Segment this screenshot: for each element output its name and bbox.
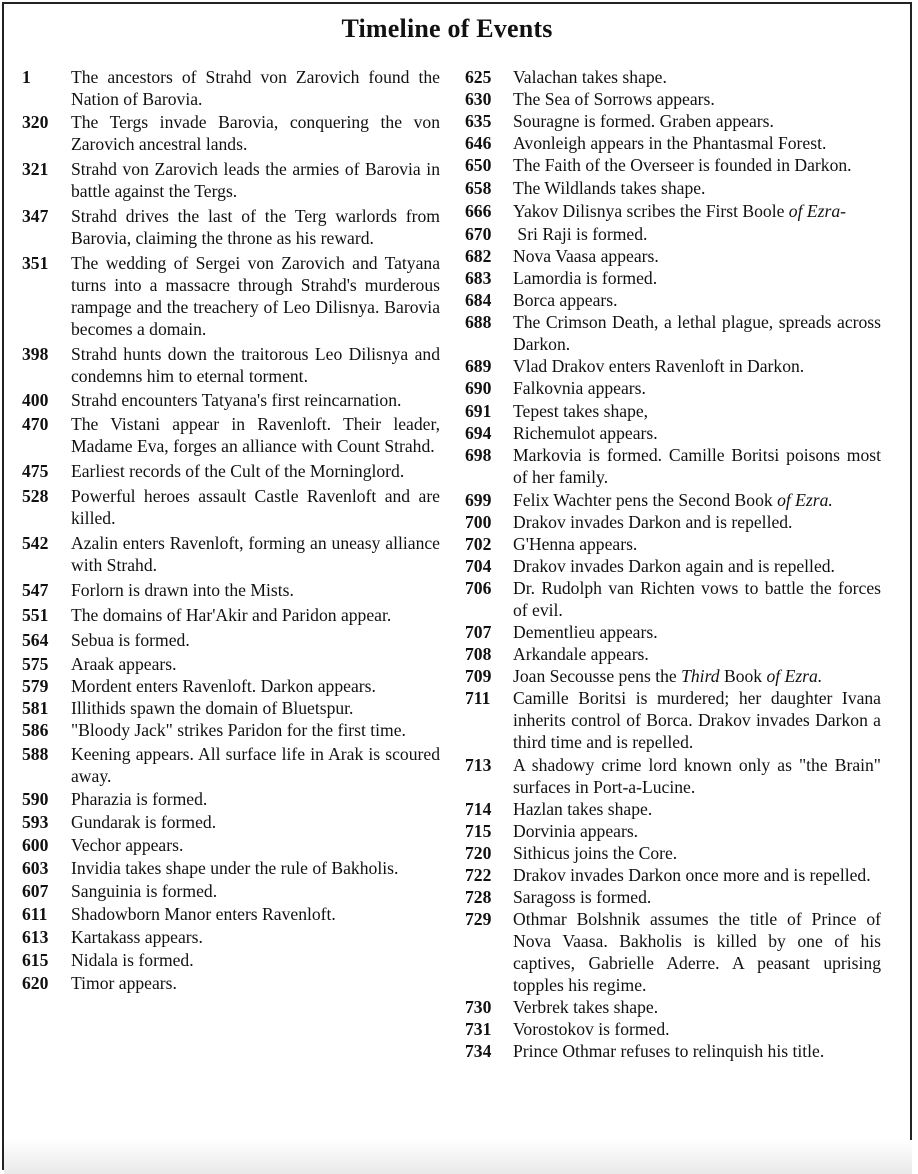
event-text: Othmar Bolshnik assumes the title of Prince of Nova Vaasa. Bakholis is killed by one of his captives, Gabrielle Aderre. A peasant uprising topples his regime. [513,909,881,995]
timeline-entry [465,200,881,222]
event-text: Richemulot appears. [513,423,658,443]
year: 700 [465,512,492,532]
year: 620 [22,973,49,993]
year: 613 [22,927,49,947]
year: 398 [22,344,49,364]
year: 400 [22,390,49,410]
timeline-entry [465,289,881,311]
timeline-entry [465,820,881,842]
year: 547 [22,580,49,600]
timeline-entry [22,343,440,387]
event-text: Saragoss is formed. [513,887,652,907]
event-text: Illithids spawn the domain of Bluetspur. [71,698,354,718]
event-text: The domains of Har'Akir and Paridon appear. [71,605,392,625]
timeline-entry [465,88,881,110]
year: 694 [465,423,492,443]
event-text: Kartakass appears. [71,927,203,947]
event-text: The Faith of the Overseer is founded in Darkon. [513,155,852,175]
year: 1 [22,67,31,87]
timeline-entry [465,577,881,621]
timeline-entry [465,754,881,798]
timeline-entry [465,422,881,444]
year: 722 [465,865,492,885]
timeline-entry [465,110,881,132]
timeline-entry [465,311,881,355]
year: 588 [22,744,49,764]
year: 635 [465,111,492,131]
timeline-entry [465,377,881,399]
timeline-entry [465,555,881,577]
event-text: Tepest takes shape, [513,401,649,421]
year: 615 [22,950,49,970]
year: 714 [465,799,492,819]
event-text: The Vistani appear in Ravenloft. Their leader, Madame Eva, forges an alliance with Count Strahd. [71,414,440,456]
event-text: Araak appears. [71,654,177,674]
year: 590 [22,789,49,809]
year: 707 [465,622,492,642]
timeline-entry [22,834,440,856]
event-text: Avonleigh appears in the Phantasmal Forest. [513,133,827,153]
year: 646 [465,133,492,153]
timeline-entry [22,111,440,155]
year: 600 [22,835,49,855]
timeline-entry [22,880,440,902]
event-text: The ancestors of Strahd von Zarovich found the Nation of Barovia. [71,67,440,109]
event-text: Markovia is formed. Camille Boritsi poisons most of her family. [513,445,881,487]
timeline-entry [465,687,881,753]
timeline-entry [22,719,440,741]
event-text [513,200,881,222]
event-text: Lamordia is formed. [513,268,658,288]
year: 702 [465,534,492,554]
timeline-entry [465,245,881,267]
event-text: Prince Othmar refuses to relinquish his title. [513,1041,825,1061]
year: 688 [465,312,492,332]
event-text-italic: of Ezra. [777,490,833,510]
timeline-entry [465,996,881,1018]
timeline-entry [465,355,881,377]
year: 690 [465,378,492,398]
year: 720 [465,843,492,863]
event-text: Earliest records of the Cult of the Morninglord. [71,461,405,481]
timeline-entry [465,1040,881,1062]
timeline-entry [22,972,440,994]
year: 551 [22,605,49,625]
event-text: Vechor appears. [71,835,184,855]
event-text: Sanguinia is formed. [71,881,218,901]
timeline-entry [22,460,440,482]
year: 475 [22,461,49,481]
event-text: The Crimson Death, a lethal plague, spreads across Darkon. [513,312,881,354]
timeline-entry [465,533,881,555]
year: 320 [22,112,49,132]
year: 670 [465,224,492,244]
event-text: Drakov invades Darkon once more and is repelled. [513,865,871,885]
timeline-entry [465,66,881,88]
timeline-entry [22,697,440,719]
timeline-entry [22,66,440,110]
year: 728 [465,887,492,907]
timeline-entry [22,926,440,948]
year: 683 [465,268,492,288]
timeline-entry [22,675,440,697]
year: 542 [22,533,49,553]
year: 650 [465,155,492,175]
year: 607 [22,881,49,901]
page-title: Timeline of Events [341,14,553,43]
year: 586 [22,720,49,740]
year: 684 [465,290,492,310]
event-text: "Bloody Jack" strikes Paridon for the first time. [71,720,406,740]
event-text-roman: Yakov Dilisnya scribes the First Boole [513,201,789,221]
year: 470 [22,414,49,434]
event-text: Valachan takes shape. [513,67,667,87]
timeline-entry [22,629,440,651]
event-text: Strahd hunts down the traitorous Leo Dilisnya and condemns him to eternal torment. [71,344,440,386]
event-text: Forlorn is drawn into the Mists. [71,580,294,600]
event-text: Strahd encounters Tatyana's first reincarnation. [71,390,402,410]
event-text: Keening appears. All surface life in Arak is scoured away. [71,744,440,786]
timeline-entry [22,485,440,529]
year: 321 [22,159,49,179]
event-text: Powerful heroes assault Castle Ravenloft and are killed. [71,486,440,528]
timeline-entry [22,653,440,675]
event-text: Drakov invades Darkon and is repelled. [513,512,793,532]
timeline-entry [465,1018,881,1040]
event-text: The Sea of Sorrows appears. [513,89,715,109]
event-text-roman: Joan Secousse pens the [513,666,682,686]
timeline-entry [22,604,440,626]
year: 734 [465,1041,492,1061]
timeline-right-column [465,66,881,1062]
year: 347 [22,206,49,226]
year: 713 [465,755,492,775]
timeline-entry [22,857,440,879]
year: 528 [22,486,49,506]
timeline-entry [465,223,881,245]
event-text: Azalin enters Ravenloft, forming an uneasy alliance with Strahd. [71,533,440,575]
year: 593 [22,812,49,832]
event-text: Gundarak is formed. [71,812,217,832]
timeline-entry [465,444,881,488]
event-text: Pharazia is formed. [71,789,208,809]
event-text: Timor appears. [71,973,177,993]
timeline-entry [465,267,881,289]
year: 689 [465,356,492,376]
event-text: Camille Boritsi is murdered; her daughter Ivana inherits control of Borca. Drakov invades Darkon a third time and is repelled. [513,688,881,752]
timeline-entry [465,665,881,687]
event-text: The wedding of Sergei von Zarovich and Tatyana turns into a massacre through Strahd's murderous rampage and the treachery of Leo Dilisnya. Barovia becomes a domain. [71,253,440,339]
event-text: Drakov invades Darkon again and is repelled. [513,556,835,576]
timeline-entry [465,400,881,422]
event-text [513,665,881,687]
year: 630 [465,89,492,109]
event-text: Strahd von Zarovich leads the armies of Barovia in battle against the Tergs. [71,159,440,201]
event-text-italic: Third [681,666,720,686]
event-text-italic-2: of Ezra. [766,666,823,686]
event-text-roman: Felix Wachter pens the Second Book [513,490,778,510]
event-text: Sebua is formed. [71,630,190,650]
year: 611 [22,904,48,924]
year: 709 [465,666,492,686]
timeline-entry [465,643,881,665]
event-text: The Wildlands takes shape. [513,178,706,198]
year: 708 [465,644,492,664]
event-text: Dr. Rudolph van Richten vows to battle the forces of evil. [513,578,881,620]
timeline-entry [22,811,440,833]
event-text: Dorvinia appears. [513,821,639,841]
year: 682 [465,246,492,266]
event-text: Vorostokov is formed. [513,1019,670,1039]
year: 603 [22,858,49,878]
event-text: Sithicus joins the Core. [513,843,678,863]
year: 731 [465,1019,492,1039]
timeline-entry [22,579,440,601]
year: 715 [465,821,492,841]
event-text: Strahd drives the last of the Terg warlords from Barovia, claiming the throne as his reward. [71,206,440,248]
timeline-entry [465,132,881,154]
event-text: Borca appears. [513,290,618,310]
event-text: Falkovnia appears. [513,378,646,398]
timeline-entry [22,389,440,411]
event-text: Arkandale appears. [513,644,649,664]
timeline-entry [22,413,440,457]
timeline-entry [22,532,440,576]
event-text: Vlad Drakov enters Ravenloft in Darkon. [513,356,805,376]
year: 698 [465,445,492,465]
timeline-entry [465,489,881,511]
page-bottom-shadow [4,1140,912,1174]
year: 729 [465,909,492,929]
timeline-entry [22,252,440,340]
year: 575 [22,654,49,674]
timeline-entry [465,886,881,908]
year: 699 [465,490,492,510]
timeline-entry [465,842,881,864]
timeline-entry [22,903,440,925]
timeline-entry [22,205,440,249]
event-text-roman-2: Book [719,666,767,686]
timeline-entry [465,798,881,820]
event-text: A shadowy crime lord known only as "the Brain" surfaces in Port-a-Lucine. [513,755,881,797]
year: 564 [22,630,49,650]
timeline-entry [465,177,881,199]
year: 711 [465,688,491,708]
event-text: Sri Raji is formed. [513,224,648,244]
year: 351 [22,253,49,273]
event-text: Souragne is formed. Graben appears. [513,111,774,131]
event-text: Shadowborn Manor enters Ravenloft. [71,904,336,924]
year: 579 [22,676,49,696]
year: 581 [22,698,49,718]
event-text: Verbrek takes shape. [513,997,659,1017]
timeline-entry [465,864,881,886]
timeline-entry [22,743,440,787]
event-text: The Tergs invade Barovia, conquering the von Zarovich ancestral lands. [71,112,440,154]
timeline-entry [22,788,440,810]
event-text: G'Henna appears. [513,534,638,554]
event-text: Nidala is formed. [71,950,194,970]
year: 704 [465,556,492,576]
year: 706 [465,578,492,598]
year: 691 [465,401,492,421]
timeline-entry [465,154,881,176]
timeline-left-column [22,66,440,994]
year: 658 [465,178,492,198]
timeline-entry [465,621,881,643]
event-text: Mordent enters Ravenloft. Darkon appears. [71,676,376,696]
event-text: Hazlan takes shape. [513,799,653,819]
year: 666 [465,201,492,221]
timeline-entry [465,511,881,533]
year: 625 [465,67,492,87]
timeline-entry [22,158,440,202]
event-text-italic: of Ezra- [788,201,846,221]
event-text: Dementlieu appears. [513,622,658,642]
event-text: Nova Vaasa appears. [513,246,659,266]
year: 730 [465,997,492,1017]
timeline-entry [465,908,881,996]
timeline-entry [22,949,440,971]
event-text: Invidia takes shape under the rule of Bakholis. [71,858,399,878]
event-text [513,489,881,511]
